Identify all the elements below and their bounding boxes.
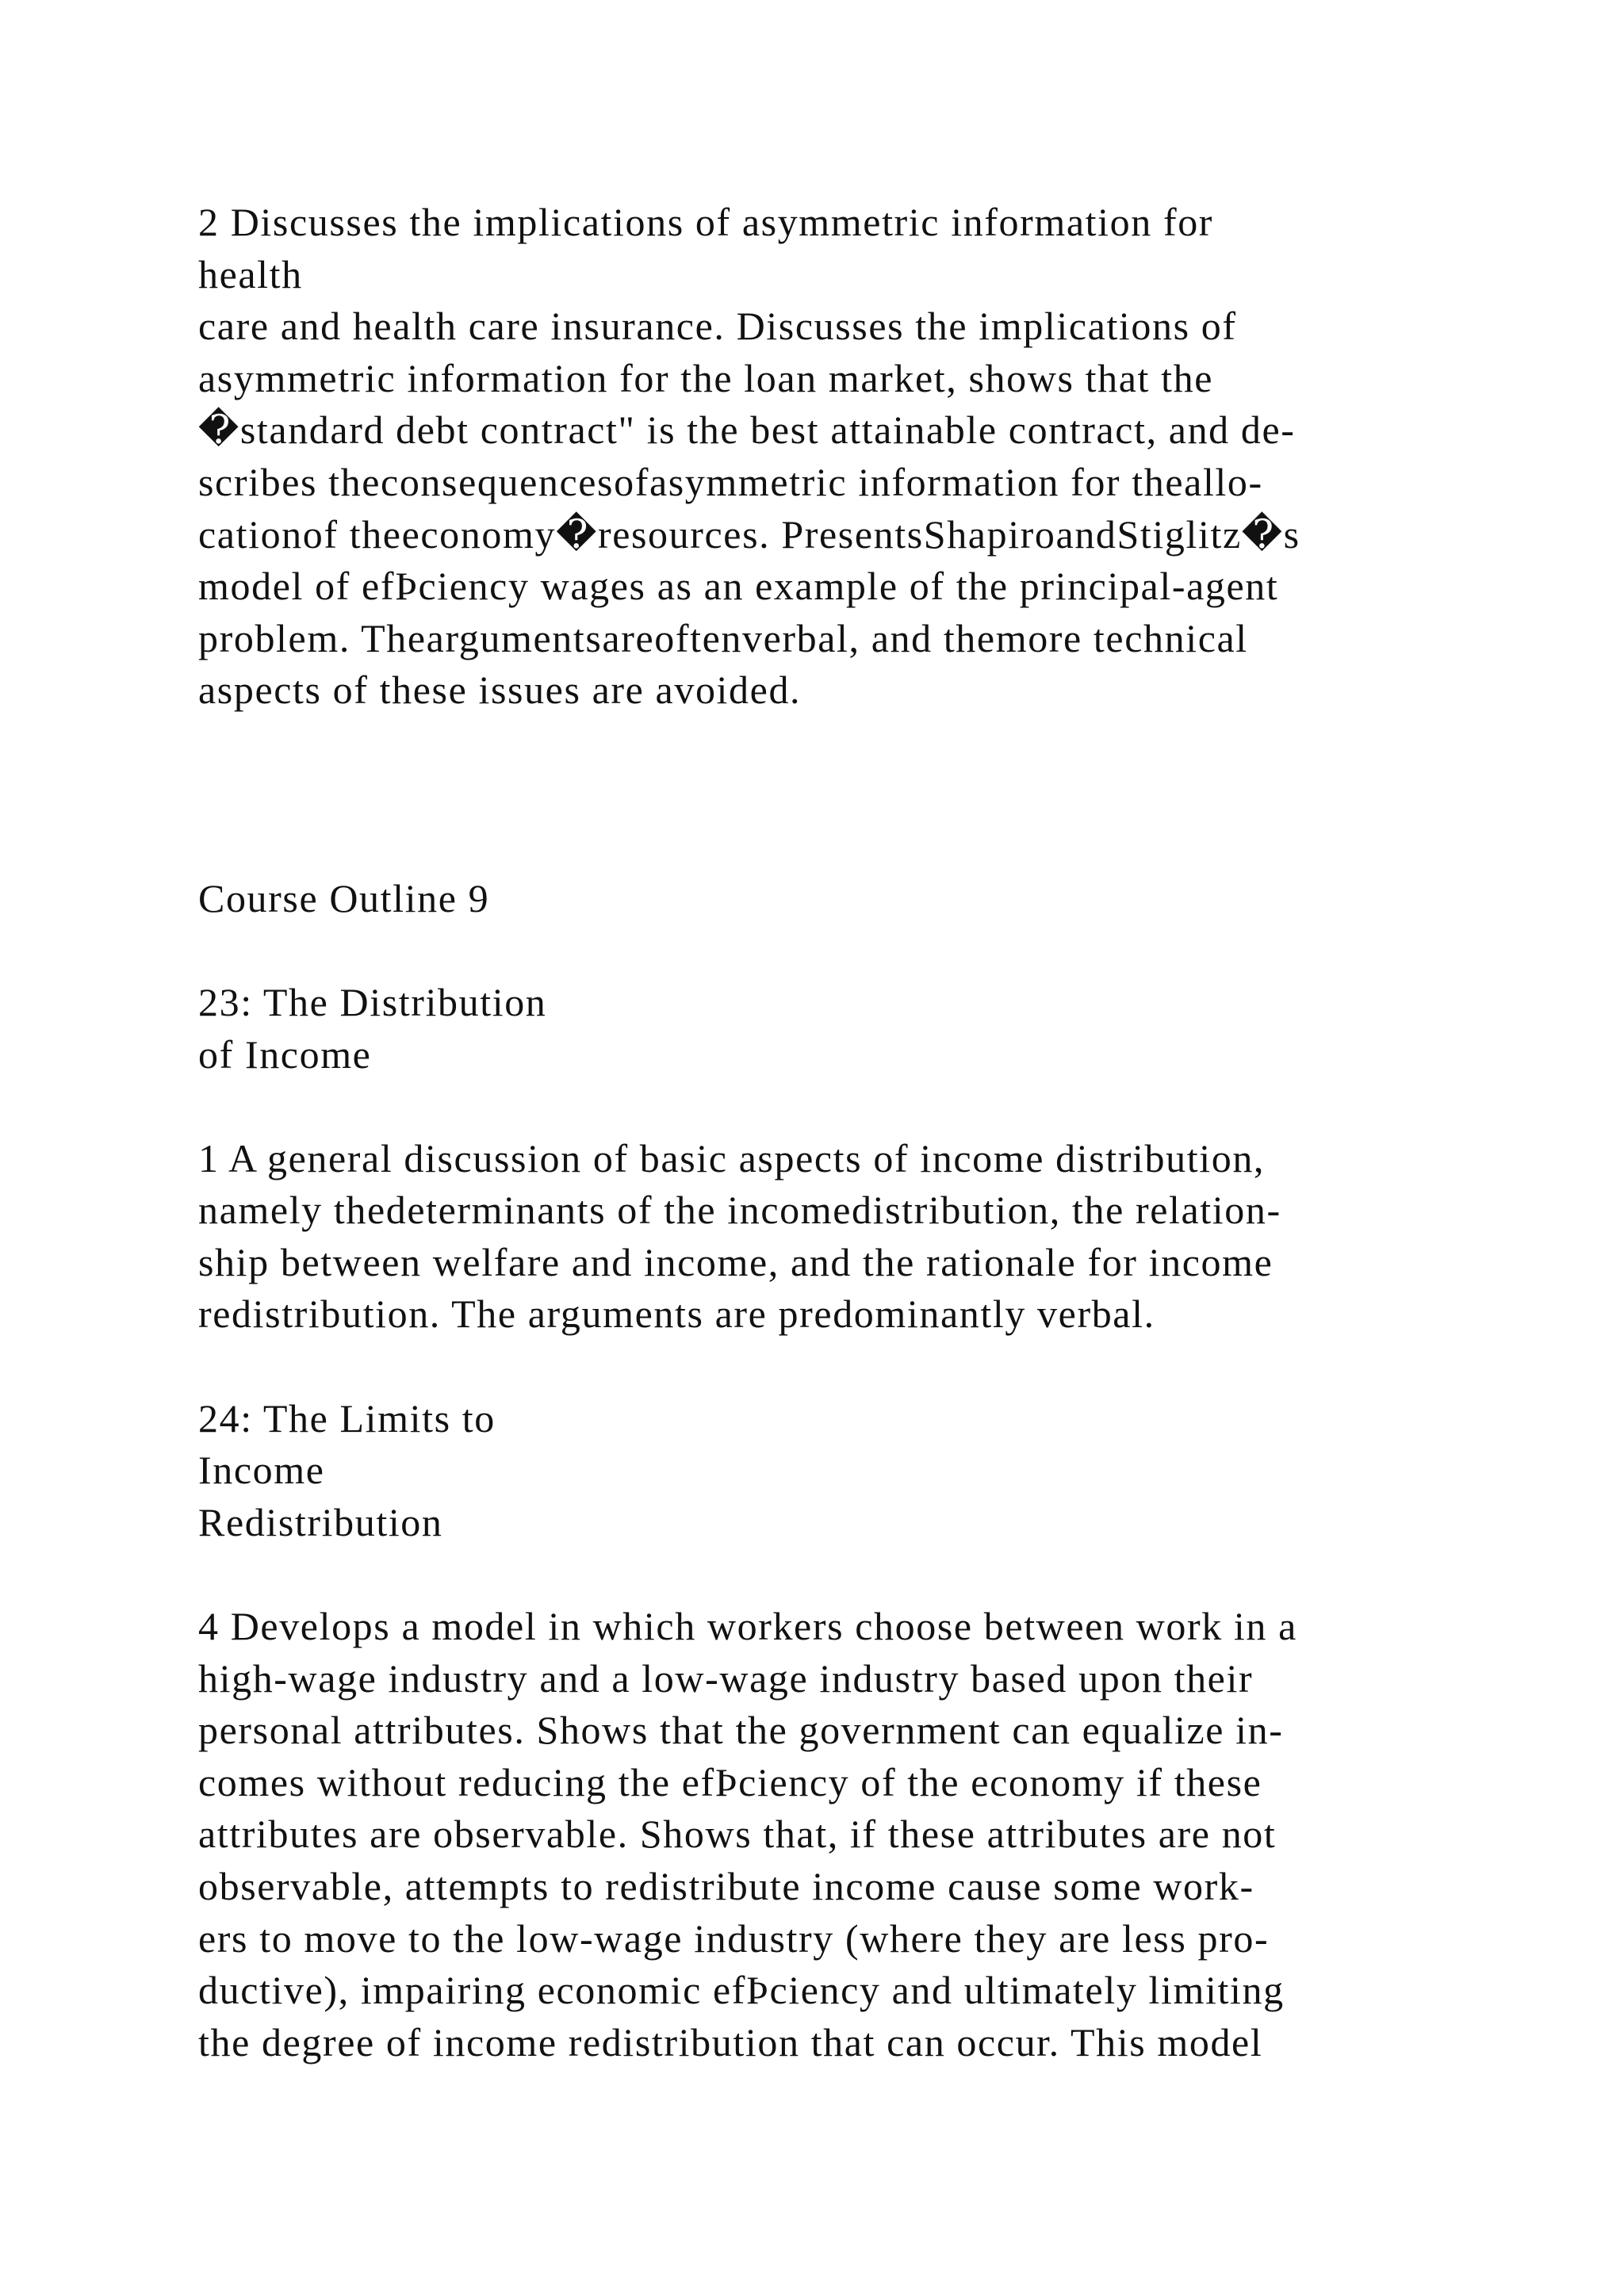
text-line: health: [198, 251, 303, 297]
text-line: attributes are observable. Shows that, if these attributes are not: [198, 1812, 1277, 1857]
blank-line: [198, 1341, 1499, 1393]
title-line: Redistribution: [198, 1499, 443, 1544]
blank-line: [198, 1081, 1499, 1133]
heading-line: Course Outline 9: [198, 875, 490, 920]
blank-line: [198, 821, 1499, 873]
text-line: care and health care insurance. Discusses the implications of: [198, 304, 1237, 349]
text-line: problem. Theargumentsareoftenverbal, and themore technical: [198, 615, 1248, 660]
title-line: 23: The Distribution: [198, 979, 547, 1024]
document-page: [198, 197, 1499, 2068]
title-line: of Income: [198, 1031, 372, 1077]
text-line: ship between welfare and income, and the rationale for income: [198, 1239, 1274, 1284]
text-line: personal attributes. Shows that the government can equalize in-: [198, 1708, 1284, 1753]
blank-line: [198, 924, 1499, 977]
chapter-24-title: [198, 1393, 1499, 1549]
text-line: �standard debt contract" is the best attainable contract, and de-: [198, 408, 1296, 453]
text-line: 2 Discusses the implications of asymmetric information for: [198, 200, 1214, 244]
text-line: model of efÞciency wages as an example of the principal-agent: [198, 564, 1279, 609]
text-line: comes without reducing the efÞciency of the economy if these: [198, 1759, 1262, 1804]
text-line: redistribution. The arguments are predominantly verbal.: [198, 1292, 1155, 1337]
text-line: aspects of these issues are avoided.: [198, 668, 802, 713]
text-line: ductive), impairing economic efÞciency and ultimately limiting: [198, 1968, 1285, 2013]
text-line: observable, attempts to redistribute income cause some work-: [198, 1864, 1254, 1908]
text-line: scribes theconsequencesofasymmetric information for theallo-: [198, 459, 1263, 504]
blank-line: [198, 717, 1499, 769]
chapter-24-description: [198, 1601, 1499, 2068]
intro-paragraph: [198, 197, 1499, 717]
text-line: cationof theeconomy�resources. PresentsShapiroandStiglitz�s: [198, 511, 1300, 557]
chapter-23-title: [198, 977, 1499, 1081]
text-line: ers to move to the low-wage industry (where they are less pro-: [198, 1915, 1270, 1961]
blank-line: [198, 769, 1499, 821]
course-outline-heading: [198, 873, 1499, 925]
text-line: 4 Develops a model in which workers choose between work in a: [198, 1604, 1297, 1649]
chapter-23-description: [198, 1133, 1499, 1341]
text-line: namely thedeterminants of the incomedistribution, the relation-: [198, 1188, 1281, 1233]
title-line: Income: [198, 1448, 325, 1493]
text-line: the degree of income redistribution that can occur. This model: [198, 2019, 1263, 2064]
text-line: 1 A general discussion of basic aspects of income distribution,: [198, 1135, 1266, 1181]
text-line: asymmetric information for the loan market, shows that the: [198, 355, 1213, 400]
text-line: high-wage industry and a low-wage industry based upon their: [198, 1655, 1254, 1701]
blank-line: [198, 1548, 1499, 1601]
title-line: 24: The Limits to: [198, 1395, 496, 1441]
